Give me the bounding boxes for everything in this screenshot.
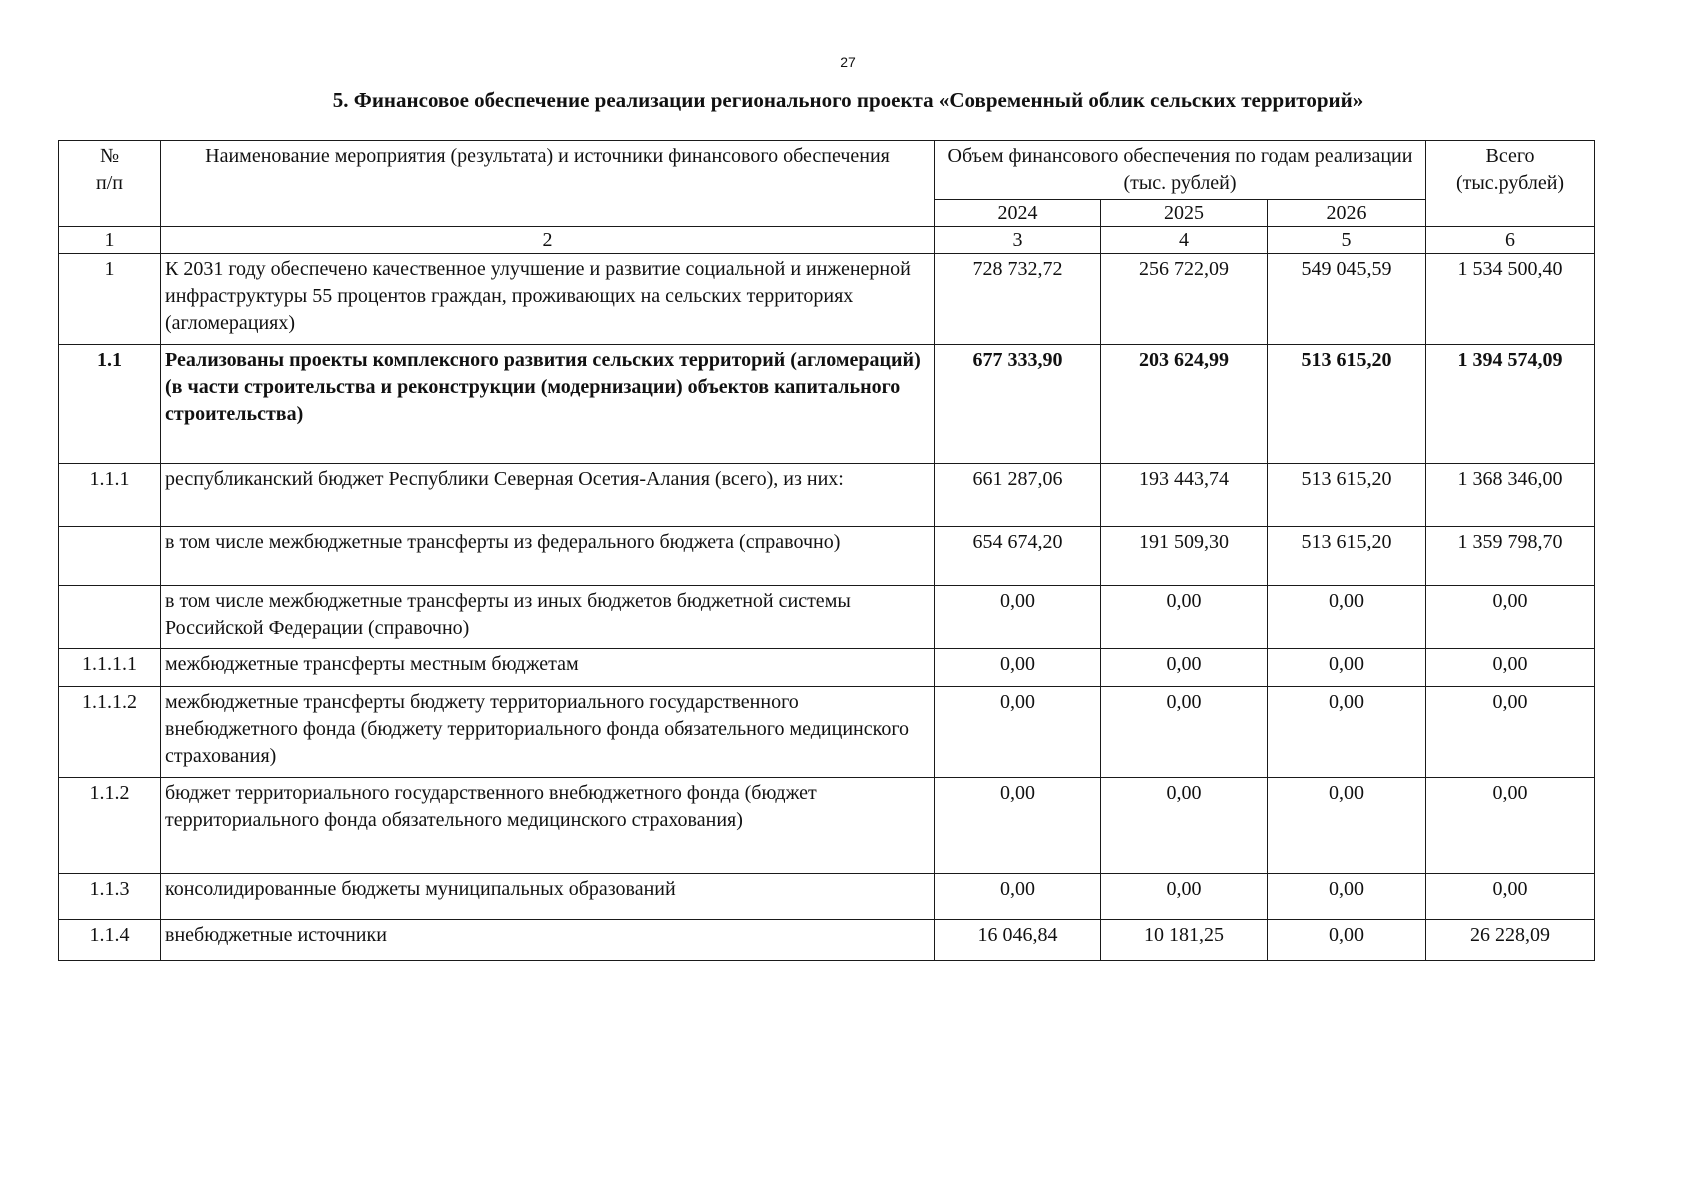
value-2025: 191 509,30 [1101, 527, 1268, 586]
value-2025: 0,00 [1101, 649, 1268, 687]
row-name: Реализованы проекты комплексного развития сельских территорий (агломераций) (в части строительства и реконструкции (модернизации) объектов капитального строительства) [161, 345, 935, 464]
value-2025: 203 624,99 [1101, 345, 1268, 464]
table-row [59, 345, 1595, 464]
document-title: 5. Финансовое обеспечение реализации регионального проекта «Современный облик сельских территорий» [332, 88, 1364, 112]
row-number: 1.1.4 [59, 920, 161, 961]
value-2025: 0,00 [1101, 586, 1268, 649]
value-2024: 0,00 [935, 649, 1101, 687]
value-total: 26 228,09 [1426, 920, 1595, 961]
row-number [59, 586, 161, 649]
value-2024: 661 287,06 [935, 464, 1101, 527]
header-total [1426, 141, 1595, 227]
table-row [59, 586, 1595, 649]
table-row [59, 778, 1595, 874]
row-name: бюджет территориального государственного внебюджетного фонда (бюджет территориального фонда обязательного медицинского страхования) [161, 778, 935, 874]
header-total-text: Всего (тыс.рублей) [1455, 145, 1565, 194]
value-2024: 0,00 [935, 778, 1101, 874]
value-2025: 256 722,09 [1101, 254, 1268, 345]
row-name: консолидированные бюджеты муниципальных образований [161, 874, 935, 920]
row-name: внебюджетные источники [161, 920, 935, 961]
value-2025: 193 443,74 [1101, 464, 1268, 527]
value-total: 0,00 [1426, 586, 1595, 649]
header-year-2024: 2024 [935, 200, 1101, 227]
value-2024: 654 674,20 [935, 527, 1101, 586]
table-row [59, 649, 1595, 687]
column-number: 4 [1101, 227, 1268, 254]
row-name: К 2031 году обеспечено качественное улучшение и развитие социальной и инженерной инфраструктуры 55 процентов граждан, проживающих на сельских территориях (агломерациях) [161, 254, 935, 345]
value-2025: 0,00 [1101, 687, 1268, 778]
row-number: 1 [59, 254, 161, 345]
value-total: 1 359 798,70 [1426, 527, 1595, 586]
value-total: 0,00 [1426, 687, 1595, 778]
header-year-2026: 2026 [1268, 200, 1426, 227]
header-year-2025: 2025 [1101, 200, 1268, 227]
financing-table [58, 140, 1595, 961]
value-2026: 513 615,20 [1268, 527, 1426, 586]
row-name: в том числе межбюджетные трансферты из иных бюджетов бюджетной системы Российской Федерации (справочно) [161, 586, 935, 649]
column-number: 6 [1426, 227, 1595, 254]
header-name-text: Наименование мероприятия (результата) и источники финансового обеспечения [205, 145, 890, 167]
row-number [59, 527, 161, 586]
table-row [59, 254, 1595, 345]
table-row [59, 920, 1595, 961]
header-row-number [59, 141, 161, 227]
row-number: 1.1.1.2 [59, 687, 161, 778]
value-2024: 0,00 [935, 687, 1101, 778]
table-row [59, 464, 1595, 527]
value-2025: 0,00 [1101, 874, 1268, 920]
value-2024: 677 333,90 [935, 345, 1101, 464]
value-2026: 513 615,20 [1268, 345, 1426, 464]
value-2026: 513 615,20 [1268, 464, 1426, 527]
value-total: 1 394 574,09 [1426, 345, 1595, 464]
value-2026: 0,00 [1268, 874, 1426, 920]
value-2026: 0,00 [1268, 586, 1426, 649]
value-2025: 10 181,25 [1101, 920, 1268, 961]
value-2026: 0,00 [1268, 649, 1426, 687]
table-row [59, 874, 1595, 920]
row-number: 1.1 [59, 345, 161, 464]
page-number: 27 [840, 54, 856, 70]
value-2024: 0,00 [935, 874, 1101, 920]
value-2024: 728 732,72 [935, 254, 1101, 345]
column-number: 3 [935, 227, 1101, 254]
header-row-number-text: № п/п [96, 145, 123, 194]
value-2026: 549 045,59 [1268, 254, 1426, 345]
value-total: 0,00 [1426, 649, 1595, 687]
value-2025: 0,00 [1101, 778, 1268, 874]
header-volume-text: Объем финансового обеспечения по годам реализации (тыс. рублей) [947, 145, 1413, 194]
header-name [161, 141, 935, 227]
row-number: 1.1.2 [59, 778, 161, 874]
row-name: межбюджетные трансферты бюджету территориального государственного внебюджетного фонда (бюджету территориального фонда обязательного медицинского страхования) [161, 687, 935, 778]
value-2026: 0,00 [1268, 920, 1426, 961]
value-2024: 0,00 [935, 586, 1101, 649]
value-total: 0,00 [1426, 778, 1595, 874]
row-name: республиканский бюджет Республики Северная Осетия-Алания (всего), из них: [161, 464, 935, 527]
row-name: в том числе межбюджетные трансферты из федерального бюджета (справочно) [161, 527, 935, 586]
table-row [59, 687, 1595, 778]
header-volume [935, 141, 1426, 200]
value-2026: 0,00 [1268, 778, 1426, 874]
column-number-row [59, 227, 1595, 254]
row-name: межбюджетные трансферты местным бюджетам [161, 649, 935, 687]
value-total: 1 534 500,40 [1426, 254, 1595, 345]
column-number: 2 [161, 227, 935, 254]
value-2024: 16 046,84 [935, 920, 1101, 961]
column-number: 5 [1268, 227, 1426, 254]
value-total: 0,00 [1426, 874, 1595, 920]
row-number: 1.1.3 [59, 874, 161, 920]
value-2026: 0,00 [1268, 687, 1426, 778]
column-number: 1 [59, 227, 161, 254]
row-number: 1.1.1.1 [59, 649, 161, 687]
value-total: 1 368 346,00 [1426, 464, 1595, 527]
table-row [59, 527, 1595, 586]
row-number: 1.1.1 [59, 464, 161, 527]
